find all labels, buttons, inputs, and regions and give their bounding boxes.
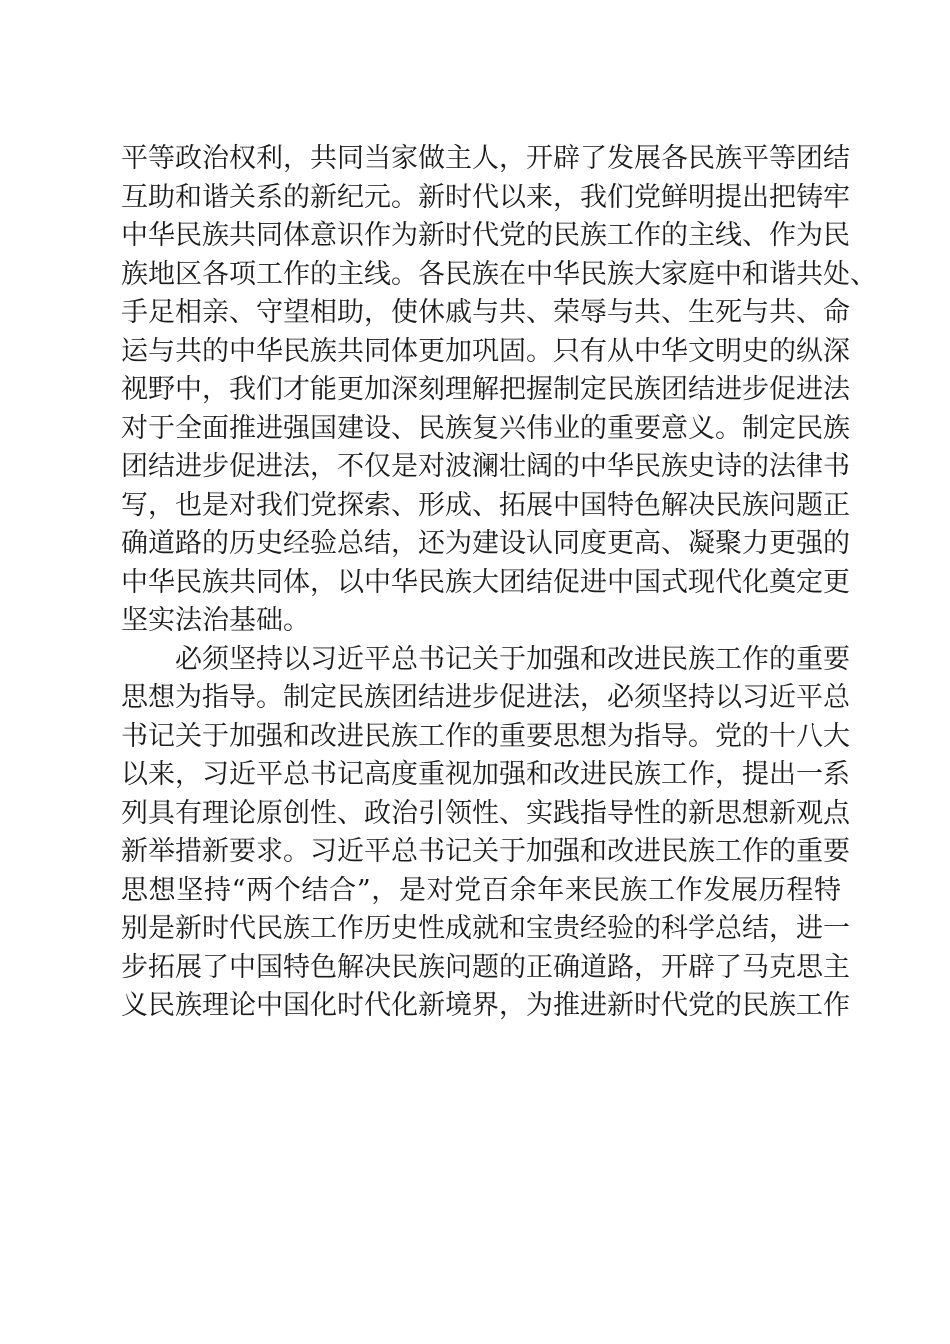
text-line: 中华民族共同体，以中华民族大团结促进中国式现代化奠定更 bbox=[121, 566, 850, 598]
paragraph-1 bbox=[121, 140, 877, 641]
text-line: 对于全面推进强国建设、民族复兴伟业的重要意义。制定民族 bbox=[121, 412, 850, 444]
text-line: 团结进步促进法，不仅是对波澜壮阔的中华民族史诗的法律书 bbox=[121, 451, 850, 482]
text-line: 义民族理论中国化时代化新境界，为推进新时代党的民族工作 bbox=[121, 990, 850, 1021]
text-line: 思想坚持“两个结合”，是对党百余年来民族工作发展历程特 bbox=[121, 874, 841, 906]
text-line: 运与共的中华民族共同体更加巩固。只有从中华文明史的纵深 bbox=[121, 335, 850, 367]
text-line: 视野中，我们才能更加深刻理解把握制定民族团结进步促进法 bbox=[121, 374, 850, 405]
text-line: 必须坚持以习近平总书记关于加强和改进民族工作的重要 bbox=[175, 643, 850, 675]
paragraph-2 bbox=[121, 641, 850, 1026]
text-line: 坚实法治基础。 bbox=[121, 605, 310, 636]
text-line: 思想为指导。制定民族团结进步促进法，必须坚持以习近平总 bbox=[121, 682, 850, 713]
text-line: 步拓展了中国特色解决民族问题的正确道路，开辟了马克思主 bbox=[121, 951, 850, 983]
text-line: 新举措新要求。习近平总书记关于加强和改进民族工作的重要 bbox=[121, 836, 850, 867]
text-line: 列具有理论原创性、政治引领性、实践指导性的新思想新观点 bbox=[121, 797, 850, 829]
text-line: 互助和谐关系的新纪元。新时代以来，我们党鲜明提出把铸牢 bbox=[121, 181, 850, 213]
body-text bbox=[121, 140, 877, 1026]
text-line: 写，也是对我们党探索、形成、拓展中国特色解决民族问题正 bbox=[121, 489, 850, 521]
text-line: 以来，习近平总书记高度重视加强和改进民族工作，提出一系 bbox=[121, 759, 850, 790]
text-line: 中华民族共同体意识作为新时代党的民族工作的主线、作为民 bbox=[121, 220, 850, 251]
text-line: 别是新时代民族工作历史性成就和宝贵经验的科学总结，进一 bbox=[121, 913, 850, 944]
text-line: 书记关于加强和改进民族工作的重要思想为指导。党的十八大 bbox=[121, 720, 850, 752]
text-line: 族地区各项工作的主线。各民族在中华民族大家庭中和谐共处、 bbox=[121, 258, 877, 290]
text-line: 平等政治权利，共同当家做主人，开辟了发展各民族平等团结 bbox=[121, 143, 850, 174]
text-line: 确道路的历史经验总结，还为建设认同度更高、凝聚力更强的 bbox=[121, 528, 850, 559]
text-line: 手足相亲、守望相助，使休戚与共、荣辱与共、生死与共、命 bbox=[121, 297, 850, 328]
